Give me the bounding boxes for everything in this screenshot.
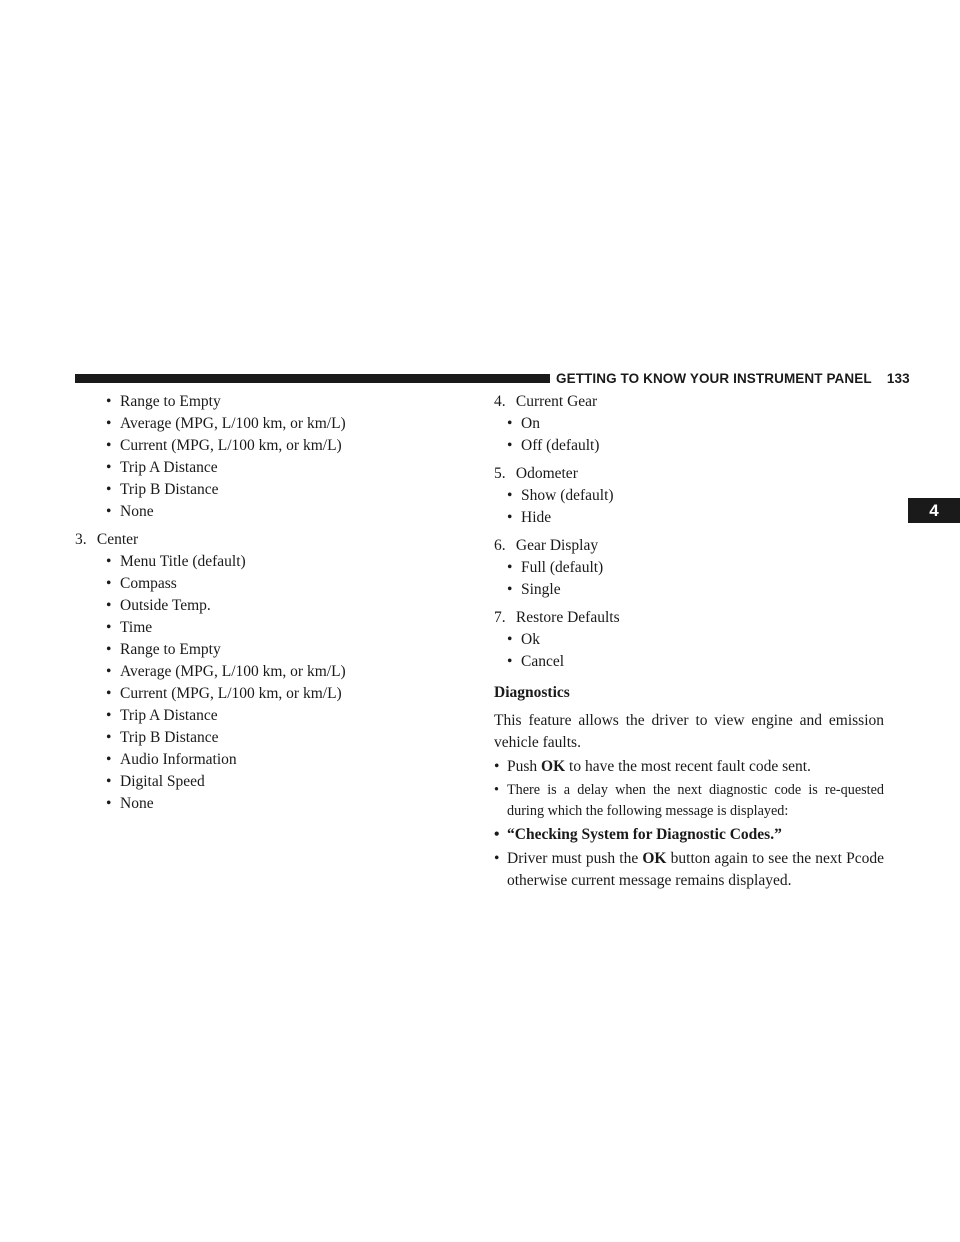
list-item: • Trip A Distance <box>106 457 445 479</box>
list-item: • Compass <box>106 573 445 595</box>
section-title: Current Gear <box>515 393 598 410</box>
list-item: • Ok <box>507 629 884 651</box>
center-option-list <box>106 551 445 815</box>
section-number: 3. <box>75 531 87 548</box>
section-title: Odometer <box>515 465 578 482</box>
ok-term: OK <box>541 758 566 775</box>
left-column <box>75 391 445 815</box>
diagnostics-item-push-again <box>494 848 884 892</box>
list-item: • Off (default) <box>507 435 884 457</box>
section-number: 5. <box>494 465 506 482</box>
section-number: 7. <box>494 609 506 626</box>
header-rule <box>75 374 550 383</box>
diagnostics-item-push-ok <box>494 756 884 778</box>
list-item: • Full (default) <box>507 557 884 579</box>
list-item: • Digital Speed <box>106 771 445 793</box>
section-heading-restore-defaults <box>494 607 884 629</box>
diagnostics-item-message: • “Checking System for Diagnostic Codes.” <box>494 824 884 846</box>
diagnostics-list <box>494 756 884 892</box>
list-item: • Trip B Distance <box>106 727 445 749</box>
section-heading-odometer <box>494 463 884 485</box>
section-heading-center <box>75 529 445 551</box>
chapter-tab: 4 <box>908 498 960 523</box>
list-item: • On <box>507 413 884 435</box>
list-item: • Range to Empty <box>106 391 445 413</box>
section-title: Gear Display <box>515 537 599 554</box>
current-gear-option-list <box>507 413 884 457</box>
diagnostics-item-delay: • There is a delay when the next diagnostic code is re-quested during which the following message is displayed: <box>494 780 884 822</box>
list-item: • Average (MPG, L/100 km, or km/L) <box>106 661 445 683</box>
gear-display-option-list <box>507 557 884 601</box>
running-header: GETTING TO KNOW YOUR INSTRUMENT PANEL 133 <box>556 371 910 386</box>
list-item: • Current (MPG, L/100 km, or km/L) <box>106 683 445 705</box>
section-title: Center <box>96 531 139 548</box>
list-item: • Menu Title (default) <box>106 551 445 573</box>
text-run: button again to see the next Pcode otherwise current message remains displayed. <box>507 850 884 889</box>
list-item: • Current (MPG, L/100 km, or km/L) <box>106 435 445 457</box>
list-item: • Trip A Distance <box>106 705 445 727</box>
continued-option-list <box>106 391 445 523</box>
odometer-option-list <box>507 485 884 529</box>
list-item: • Trip B Distance <box>106 479 445 501</box>
right-column <box>494 391 884 892</box>
restore-defaults-option-list <box>507 629 884 673</box>
text-run: Driver must push the <box>507 850 643 867</box>
list-item: • Audio Information <box>106 749 445 771</box>
list-item: • Time <box>106 617 445 639</box>
section-heading-gear-display <box>494 535 884 557</box>
list-item: • Outside Temp. <box>106 595 445 617</box>
list-item: • Average (MPG, L/100 km, or km/L) <box>106 413 445 435</box>
ok-term: OK <box>642 850 667 867</box>
section-heading-current-gear <box>494 391 884 413</box>
list-item: • Hide <box>507 507 884 529</box>
section-number: 4. <box>494 393 506 410</box>
text-run: to have the most recent fault code sent. <box>565 758 811 775</box>
list-item: • Show (default) <box>507 485 884 507</box>
section-number: 6. <box>494 537 506 554</box>
section-title: Restore Defaults <box>515 609 620 626</box>
list-item: • None <box>106 501 445 523</box>
text-run: Push <box>507 758 542 775</box>
list-item: • None <box>106 793 445 815</box>
list-item: • Range to Empty <box>106 639 445 661</box>
list-item: • Single <box>507 579 884 601</box>
diagnostics-intro: This feature allows the driver to view engine and emission vehicle faults. <box>494 712 884 751</box>
list-item: • Cancel <box>507 651 884 673</box>
diagnostics-heading: Diagnostics <box>494 684 570 701</box>
